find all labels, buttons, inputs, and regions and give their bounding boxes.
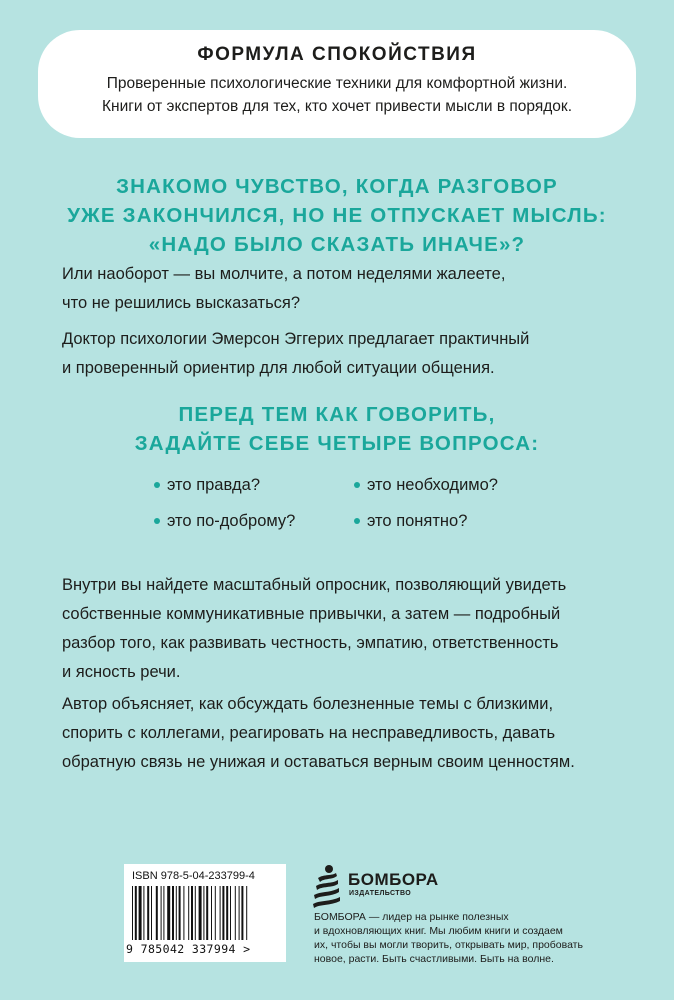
headline-question xyxy=(0,172,674,259)
headline-line: ЗНАКОМО ЧУВСТВО, КОГДА РАЗГОВОР xyxy=(116,175,558,198)
question-text: это необходимо? xyxy=(367,476,498,494)
series-tagline-1: Проверенные психологические техники для комфортной жизни. xyxy=(106,75,568,92)
series-card xyxy=(38,30,636,138)
text-line: Доктор психологии Эмерсон Эггерих предлагает практичный xyxy=(62,330,530,348)
text-line: разбор того, как развивать честность, эмпатию, ответственность xyxy=(62,634,559,652)
question-text: это правда? xyxy=(167,476,261,494)
question-item xyxy=(154,474,260,496)
bullet-dot-icon xyxy=(354,518,360,524)
body-paragraph-2 xyxy=(62,690,622,777)
isbn-barcode xyxy=(124,864,286,962)
bombora-logo-icon xyxy=(312,864,342,910)
text-line: Внутри вы найдете масштабный опросник, позволяющий увидеть xyxy=(62,576,567,594)
headline-four-questions xyxy=(0,400,674,458)
headline-line: ПЕРЕД ТЕМ КАК ГОВОРИТЬ, xyxy=(178,403,496,426)
question-item xyxy=(354,510,467,532)
question-text: это понятно? xyxy=(367,512,468,530)
text-line: и ясность речи. xyxy=(62,663,181,681)
headline-line: «НАДО БЫЛО СКАЗАТЬ ИНАЧЕ»? xyxy=(148,233,526,256)
bullet-dot-icon xyxy=(154,482,160,488)
bullet-dot-icon xyxy=(154,518,160,524)
isbn-label: ISBN 978-5-04-233799-4 xyxy=(132,870,255,882)
text-line: спорить с коллегами, реагировать на несправедливость, давать xyxy=(62,724,556,742)
series-tagline-2: Книги от экспертов для тех, кто хочет привести мысли в порядок. xyxy=(101,98,573,115)
headline-line: УЖЕ ЗАКОНЧИЛСЯ, НО НЕ ОТПУСКАЕТ МЫСЛЬ: xyxy=(67,204,607,227)
body-paragraph-1 xyxy=(62,571,622,687)
publisher-name: БОМБОРА xyxy=(348,870,439,889)
publisher-subtitle: ИЗДАТЕЛЬСТВО xyxy=(349,890,412,897)
barcode-digits: 9 785042 337994 > xyxy=(126,942,251,956)
question-text: это по-доброму? xyxy=(167,512,296,530)
question-item xyxy=(354,474,498,496)
question-item xyxy=(154,510,295,532)
text-line: Или наоборот — вы молчите, а потом неделями жалеете, xyxy=(62,265,506,283)
barcode-bars-icon xyxy=(132,886,278,942)
text-line: что не решились высказаться? xyxy=(62,294,301,312)
text-line: обратную связь не унижая и оставаться верным своим ценностям. xyxy=(62,753,575,771)
text-line: их, чтобы вы могли творить, открывать мир, пробовать xyxy=(314,939,583,951)
publisher-blurb xyxy=(314,910,644,966)
text-line: новое, расти. Быть счастливыми. Быть на волне. xyxy=(314,953,554,965)
intro-paragraph-2 xyxy=(62,325,622,383)
headline-line: ЗАДАЙТЕ СЕБЕ ЧЕТЫРЕ ВОПРОСА: xyxy=(134,432,540,455)
text-line: БОМБОРА — лидер на рынке полезных xyxy=(314,911,509,923)
text-line: и проверенный ориентир для любой ситуации общения. xyxy=(62,359,495,377)
text-line: и вдохновляющих книг. Мы любим книги и создаем xyxy=(314,925,563,937)
bullet-dot-icon xyxy=(354,482,360,488)
text-line: Автор объясняет, как обсуждать болезненные темы с близкими, xyxy=(62,695,554,713)
series-title: ФОРМУЛА СПОКОЙСТВИЯ xyxy=(197,44,477,65)
text-line: собственные коммуникативные привычки, а затем — подробный xyxy=(62,605,561,623)
intro-paragraph-1 xyxy=(62,260,622,318)
